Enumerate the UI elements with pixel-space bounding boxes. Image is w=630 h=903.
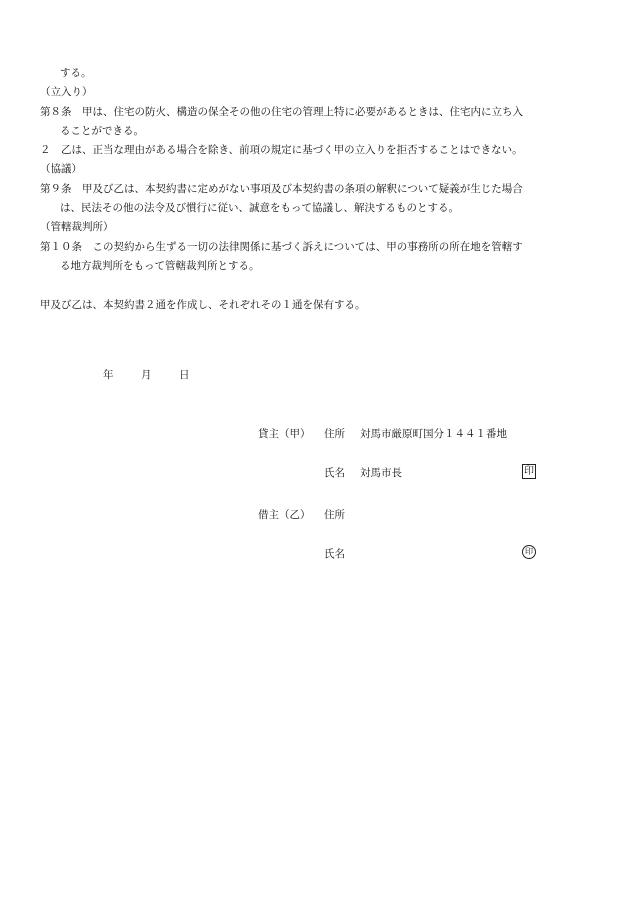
clause-9-cont: は、民法その他の法令及び慣行に従い、誠意をもって協議し、解決するものとする。 [60, 202, 459, 215]
lessor-seal-mark: 印 [524, 466, 534, 477]
clause-line: する。 [60, 67, 92, 79]
lessor-address: 対馬市厳原町国分１４４１番地 [360, 428, 507, 440]
clause-heading-entry: （立入り） [40, 86, 93, 99]
clause-8-2: ２ 乙は、正当な理由がある場合を除き、前項の規定に基づく甲の立入りを拒否することはできない。 [40, 144, 523, 157]
date-day: 日 [179, 369, 190, 381]
contract-body [40, 64, 590, 315]
closing-statement: 甲及び乙は、本契約書２通を作成し、それぞれその１通を保有する。 [40, 298, 366, 311]
lessor-role: 貸主（甲） [258, 428, 311, 440]
clause-heading-consultation: （協議） [40, 163, 82, 176]
clause-8: 第８条 甲は、住宅の防火、構造の保全その他の住宅の管理上特に必要があるときは、住宅内に立ち入 [40, 105, 523, 118]
clause-10-cont: る地方裁判所をもって管轄裁判所とする。 [60, 259, 260, 272]
lessor-address-label: 住所 [324, 428, 345, 440]
date-month: 月 [141, 369, 152, 381]
clause-9: 第９条 甲及び乙は、本契約書に定めがない事項及び本契約書の条項の解釈について疑義が生じた場合 [40, 182, 523, 195]
date-line [103, 366, 190, 385]
lessor-name: 対馬市長 [360, 467, 402, 479]
lessee-seal-mark: 印 [522, 545, 536, 559]
lessee-name-label: 氏名 [324, 548, 345, 560]
clause-8-cont: ることができる。 [60, 124, 144, 137]
lessor-name-label: 氏名 [324, 467, 345, 479]
date-year: 年 [103, 369, 114, 381]
clause-10: 第１０条 この契約から生ずる一切の法律関係に基づく訴えについては、甲の事務所の所在地を管轄す [40, 240, 523, 253]
lessee-role: 借主（乙） [258, 509, 311, 521]
clause-heading-court: （管轄裁判所） [40, 221, 114, 234]
spacer [40, 276, 590, 295]
lessee-address-label: 住所 [324, 509, 345, 521]
